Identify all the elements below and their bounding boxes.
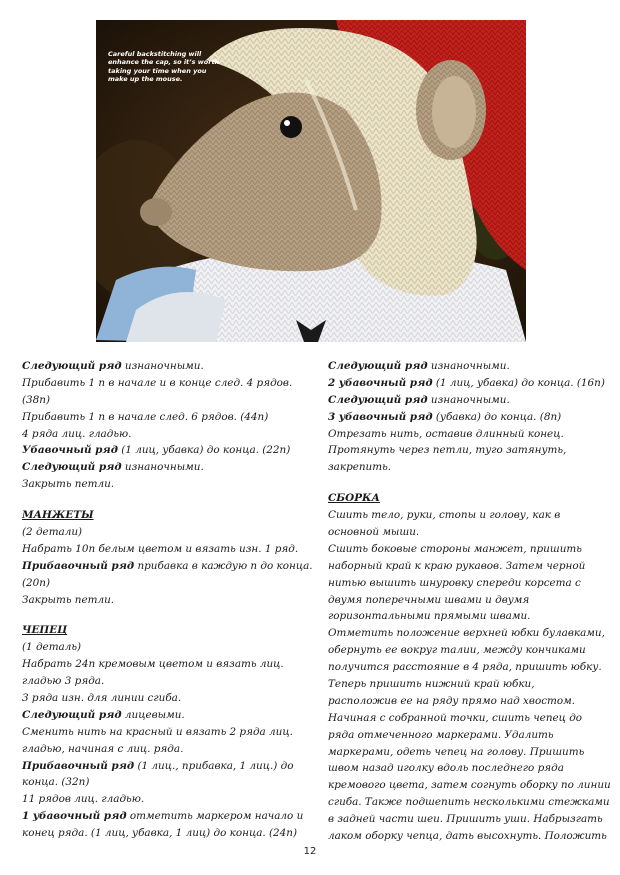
row-label: 3 убавочный ряд xyxy=(328,410,433,423)
instruction-text: кремового цвета, затем согнуть оборку по линии xyxy=(328,779,611,792)
pattern-line xyxy=(328,794,608,811)
pattern-line xyxy=(22,592,314,609)
row-label: Следующий ряд xyxy=(328,360,428,372)
instruction-text: изнаночными. xyxy=(427,360,510,372)
page-number: 12 xyxy=(303,846,317,857)
instruction-text: конец ряда. (1 лиц, убавка, 1 лиц) до конца. (24п) xyxy=(22,827,298,840)
pattern-line xyxy=(328,442,608,459)
pattern-line xyxy=(22,426,314,443)
pattern-line xyxy=(328,693,608,710)
pattern-line xyxy=(328,642,608,659)
row-label: Следующий ряд xyxy=(328,393,428,406)
instruction-text: 4 ряда лиц. гладью. xyxy=(22,427,132,440)
instruction-text: Отметить положение верхней юбки булавками, xyxy=(328,627,605,640)
instruction-text: (20п) xyxy=(22,576,51,589)
pattern-line xyxy=(328,608,608,625)
pattern-line xyxy=(22,673,314,690)
pattern-line xyxy=(22,459,314,476)
right-text-column xyxy=(328,358,611,845)
instruction-text: двумя поперечными швами и двумя xyxy=(328,593,530,606)
instruction-text: в задней части шеи. Пришить уши. Набрызгать xyxy=(328,813,603,826)
pattern-line xyxy=(328,575,608,592)
instruction-text: лаком оборку чепца, дать высохнуть. Положить xyxy=(328,830,607,843)
instruction-text: нитью вышить шнуровку спереди корсета с xyxy=(328,576,581,589)
pattern-line xyxy=(328,409,608,426)
pattern-line xyxy=(328,558,608,575)
pattern-line xyxy=(328,811,608,828)
section-heading xyxy=(22,507,314,524)
section-heading-text: СБОРКА xyxy=(328,492,380,505)
instruction-text: горизонтальными прямыми швами. xyxy=(328,610,531,623)
instruction-text: ряда отмеченного маркерами. Удалить xyxy=(328,728,554,741)
row-label: Убавочный ряд xyxy=(22,444,118,457)
row-label: 1 убавочный ряд xyxy=(22,810,127,823)
instruction-text: закрепить. xyxy=(328,461,392,474)
pattern-line xyxy=(22,774,314,791)
instruction-text: 11 рядов лиц. гладью. xyxy=(22,793,145,806)
paragraph-gap xyxy=(22,493,314,507)
instruction-text: Набрать 10п белым цветом и вязать изн. 1 ряд. xyxy=(22,542,299,555)
pattern-line xyxy=(22,524,314,541)
pattern-line xyxy=(22,541,314,558)
instruction-text: (1 деталь) xyxy=(22,641,82,654)
pattern-line xyxy=(328,507,608,524)
pattern-line xyxy=(22,707,314,724)
instruction-text: изнаночными. xyxy=(121,461,204,474)
instruction-text: отметить маркером начало и xyxy=(126,810,304,823)
instruction-text: обернуть ее вокруг талии, между кончиками xyxy=(328,644,586,657)
pattern-line xyxy=(328,592,608,609)
instruction-text: Набрать 24п кремовым цветом и вязать лиц. xyxy=(22,658,284,671)
paragraph-gap xyxy=(22,608,314,622)
pattern-line xyxy=(22,724,314,741)
pattern-line xyxy=(328,744,608,761)
pattern-line xyxy=(22,358,314,375)
instruction-text: расположив ее на ряду прямо над хвостом. xyxy=(328,694,576,707)
instruction-text: швом назад иголку вдоль последнего ряда xyxy=(328,762,564,775)
pattern-line xyxy=(328,727,608,744)
pattern-line xyxy=(328,676,608,693)
instruction-text: конца. (32п) xyxy=(22,776,90,789)
pattern-line xyxy=(328,625,608,642)
instruction-text: Сменить нить на красный и вязать 2 ряда лиц. xyxy=(22,725,293,738)
instruction-text: получится расстояние в 4 ряда, пришить юбку. xyxy=(328,661,602,674)
pattern-line xyxy=(22,575,314,592)
pattern-line xyxy=(328,459,608,476)
row-label: Следующий ряд xyxy=(22,360,122,372)
instruction-text: (2 детали) xyxy=(22,526,83,539)
instruction-text: (38п) xyxy=(22,393,51,406)
instruction-text: основной мыши. xyxy=(328,526,420,539)
section-heading-text: МАНЖЕТЫ xyxy=(22,509,94,522)
section-heading xyxy=(22,622,314,639)
section-heading xyxy=(328,490,608,507)
instruction-text: (1 лиц., прибавка, 1 лиц.) до xyxy=(134,759,294,772)
instruction-text: Начиная с собранной точки, сшить чепец до xyxy=(328,711,583,724)
pattern-line xyxy=(22,392,314,409)
pattern-line xyxy=(328,710,608,727)
pattern-line xyxy=(22,690,314,707)
instruction-text: наборный край к краю рукавов. Затем черной xyxy=(328,559,586,572)
instruction-text: изнаночными. xyxy=(121,360,204,372)
pattern-line xyxy=(22,558,314,575)
instruction-text: лицевыми. xyxy=(121,708,185,721)
instruction-text: изнаночными. xyxy=(427,393,510,406)
instruction-text: Сшить тело, руки, стопы и голову, как в xyxy=(328,509,561,522)
pattern-line xyxy=(328,659,608,676)
pattern-line xyxy=(328,392,608,409)
pattern-line xyxy=(22,791,314,808)
instruction-text: (1 лиц, убавка) до конца. (22п) xyxy=(117,444,291,457)
pattern-line xyxy=(328,524,608,541)
pattern-line xyxy=(328,426,608,443)
pattern-line xyxy=(328,375,608,392)
pattern-line xyxy=(22,825,314,842)
paragraph-gap xyxy=(328,476,608,490)
pattern-line xyxy=(22,375,314,392)
pattern-line xyxy=(22,758,314,775)
pattern-line xyxy=(328,760,608,777)
instruction-text: гладью, начиная с лиц. ряда. xyxy=(22,742,184,755)
pattern-line xyxy=(328,777,611,794)
knitted-mouse-photo xyxy=(96,20,526,342)
instruction-text: Сшить боковые стороны манжет, пришить xyxy=(328,542,582,555)
instruction-text: (1 лиц, убавка) до конца. (16п) xyxy=(432,376,605,389)
pattern-line xyxy=(328,541,608,558)
instruction-text: Теперь пришить нижний край юбки, xyxy=(328,678,535,691)
instruction-text: 3 ряда изн. для линии сгиба. xyxy=(22,692,182,705)
instruction-text: Прибавить 1 п в начале след. 6 рядов. (44п) xyxy=(22,410,269,423)
instruction-text: (убавка) до конца. (8п) xyxy=(432,410,562,423)
pattern-line xyxy=(22,442,314,459)
pattern-line xyxy=(22,639,314,656)
row-label: Следующий ряд xyxy=(22,461,122,474)
row-label: Прибавочный ряд xyxy=(22,559,135,572)
row-label: 2 убавочный ряд xyxy=(328,376,433,389)
left-text-column xyxy=(22,358,314,842)
pattern-line xyxy=(22,476,314,493)
row-label: Следующий ряд xyxy=(22,708,122,721)
pattern-line xyxy=(22,808,314,825)
pattern-line xyxy=(328,358,608,375)
instruction-text: сгиба. Также подшепить несколькими стежками xyxy=(328,796,610,809)
pattern-line xyxy=(22,409,314,426)
instruction-text: гладью 3 ряда. xyxy=(22,675,105,688)
section-heading-text: ЧЕПЕЦ xyxy=(22,624,68,637)
photo-caption: Careful backstitching will enhance the cap, so it’s worth taking your time when you make up the mouse. xyxy=(108,50,220,84)
instruction-text: Закрыть петли. xyxy=(22,593,115,606)
row-label: Прибавочный ряд xyxy=(22,759,135,772)
instruction-text: Прибавить 1 п в начале и в конце след. 4 рядов. xyxy=(22,376,293,389)
pattern-line xyxy=(22,741,314,758)
instruction-text: Протянуть через петли, туго затянуть, xyxy=(328,444,567,457)
instruction-text: прибавка в каждую п до конца. xyxy=(134,559,313,572)
instruction-text: Закрыть петли. xyxy=(22,478,115,491)
instruction-text: Отрезать нить, оставив длинный конец. xyxy=(328,427,564,440)
pattern-line xyxy=(22,656,314,673)
instruction-text: маркерами, одеть чепец на голову. Пришить xyxy=(328,745,585,758)
pattern-line xyxy=(328,828,608,845)
